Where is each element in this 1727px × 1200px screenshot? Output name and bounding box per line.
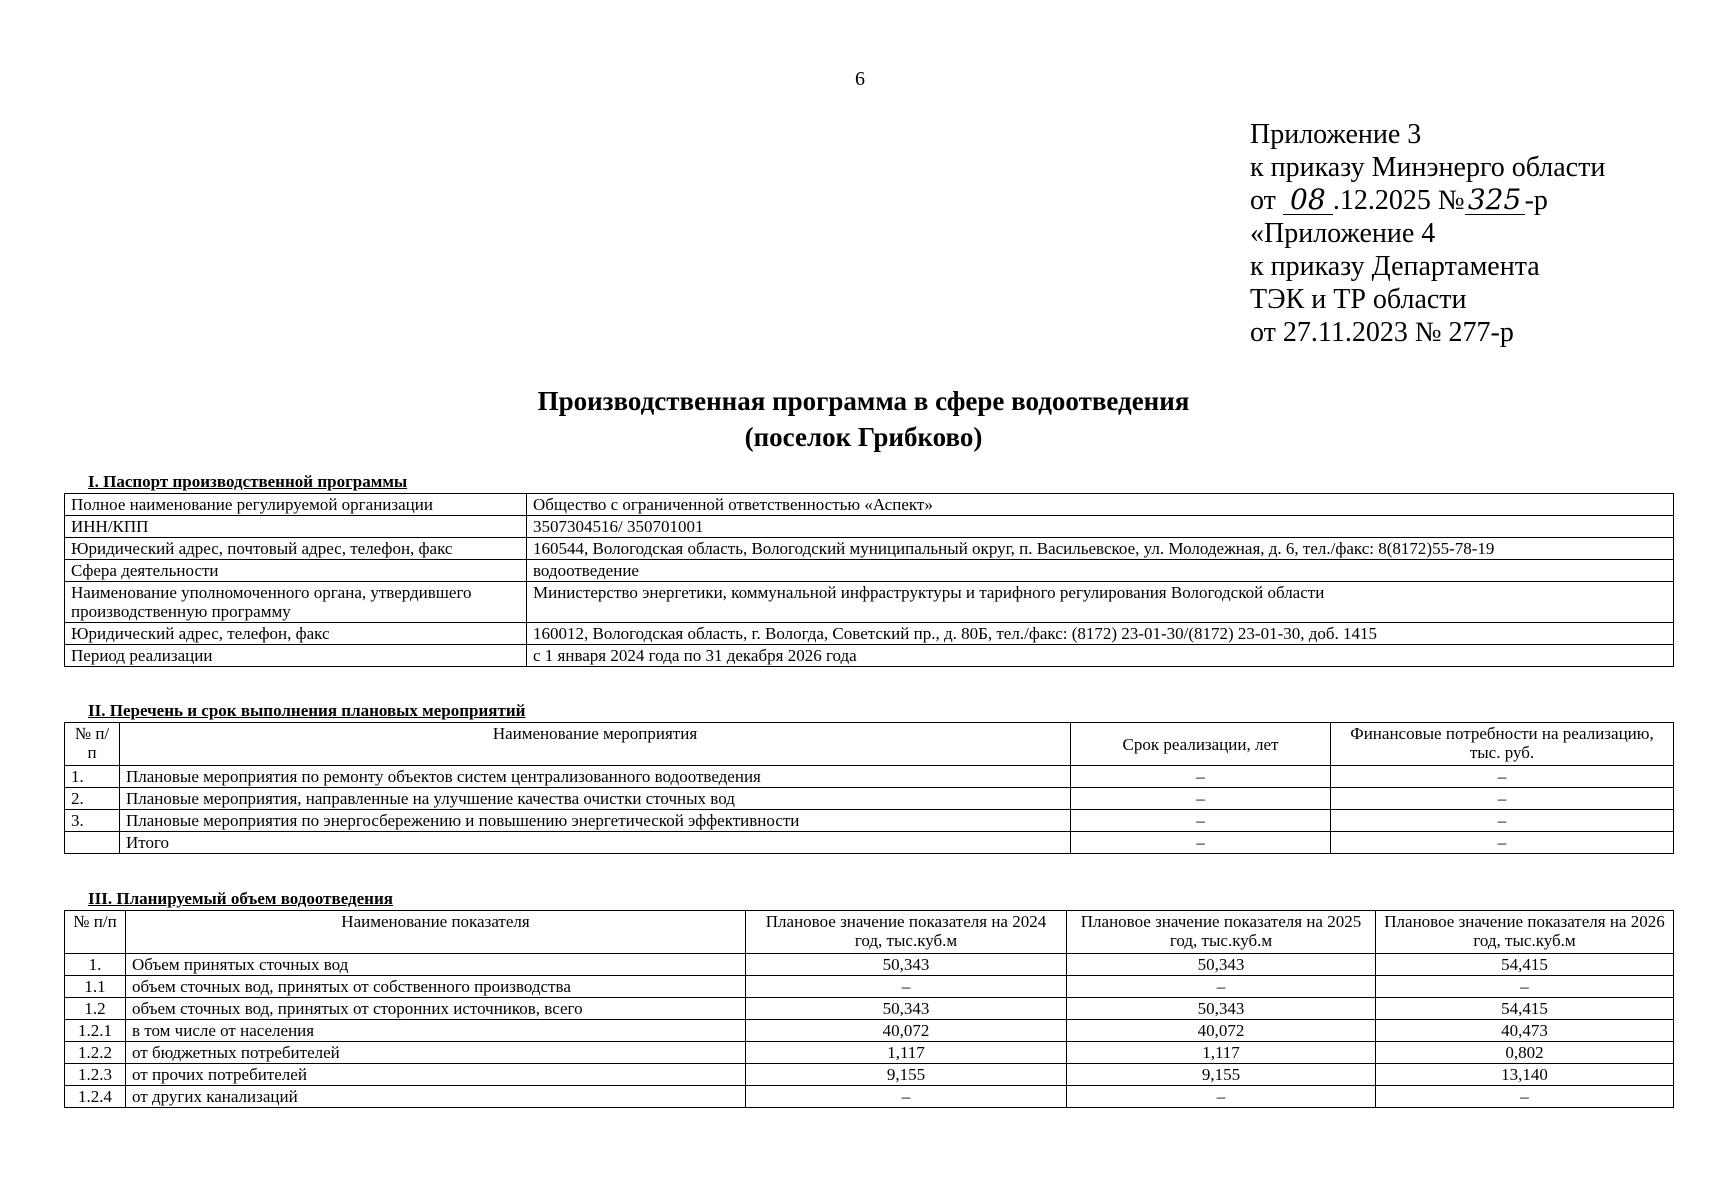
value-2026: – <box>1376 1086 1674 1108</box>
table-row <box>65 976 1674 998</box>
table-row <box>65 1086 1674 1108</box>
passport-label: Юридический адрес, почтовый адрес, телефон, факс <box>65 538 527 560</box>
date-rest: .12.2025 № <box>1332 185 1465 216</box>
table-row <box>65 645 1674 667</box>
measure-name: Плановые мероприятия, направленные на улучшение качества очистки сточных вод <box>120 788 1071 810</box>
value-2026: 54,415 <box>1376 998 1674 1020</box>
appendix-block <box>1250 118 1605 349</box>
passport-value: водоотведение <box>527 560 1674 582</box>
measure-finance: – <box>1331 788 1674 810</box>
value-2024: – <box>746 976 1067 998</box>
row-number: 2. <box>65 788 120 810</box>
appendix-date-line <box>1250 184 1605 217</box>
table-row <box>65 1020 1674 1042</box>
measure-name: Плановые мероприятия по ремонту объектов систем централизованного водоотведения <box>120 766 1071 788</box>
passport-value: 160012, Вологодская область, г. Вологда, Советский пр., д. 80Б, тел./факс: (8172) 23-01-30/(8172) 23-01-30, доб. 1415 <box>527 623 1674 645</box>
indicator-name: от бюджетных потребителей <box>126 1042 746 1064</box>
row-number: 1.2.3 <box>65 1064 126 1086</box>
passport-value: с 1 января 2024 года по 31 декабря 2026 года <box>527 645 1674 667</box>
appendix-line: к приказу Департамента <box>1250 251 1540 282</box>
value-2024: 50,343 <box>746 954 1067 976</box>
title-line: Производственная программа в сфере водоотведения <box>537 386 1190 416</box>
row-number <box>65 832 120 854</box>
passport-label: Период реализации <box>65 645 527 667</box>
indicator-name: Объем принятых сточных вод <box>126 954 746 976</box>
date-prefix: от <box>1250 185 1276 216</box>
header-num: № п/п <box>65 723 120 766</box>
table-row <box>65 516 1674 538</box>
table-row <box>65 538 1674 560</box>
row-number: 1.2.2 <box>65 1042 126 1064</box>
title-subline: (поселок Грибково) <box>744 422 983 452</box>
value-2026: 13,140 <box>1376 1064 1674 1086</box>
passport-label: ИНН/КПП <box>65 516 527 538</box>
measure-name: Плановые мероприятия по энергосбережению и повышению энергетической эффективности <box>120 810 1071 832</box>
measure-name: Итого <box>120 832 1071 854</box>
order-suffix: -р <box>1524 185 1548 216</box>
section-heading-measures: II. Перечень и срок выполнения плановых мероприятий <box>88 701 526 720</box>
measure-finance: – <box>1331 832 1674 854</box>
table-row <box>65 766 1674 788</box>
row-number: 1.2.1 <box>65 1020 126 1042</box>
value-2025: 50,343 <box>1067 954 1376 976</box>
passport-label: Полное наименование регулируемой организации <box>65 494 527 516</box>
indicator-name: объем сточных вод, принятых от собственного производства <box>126 976 746 998</box>
value-2025: 40,072 <box>1067 1020 1376 1042</box>
header-2026: Плановое значение показателя на 2026 год, тыс.куб.м <box>1376 911 1674 954</box>
header-finance: Финансовые потребности на реализацию, тыс. руб. <box>1331 723 1674 766</box>
section-heading-volume: III. Планируемый объем водоотведения <box>88 889 393 908</box>
header-2025: Плановое значение показателя на 2025 год, тыс.куб.м <box>1067 911 1376 954</box>
appendix-line: «Приложение 4 <box>1250 218 1436 249</box>
header-indicator-name: Наименование показателя <box>126 911 746 954</box>
indicator-name: от прочих потребителей <box>126 1064 746 1086</box>
passport-label: Юридический адрес, телефон, факс <box>65 623 527 645</box>
table-row <box>65 582 1674 623</box>
value-2025: – <box>1067 1086 1376 1108</box>
page-number: 6 <box>855 68 865 90</box>
passport-label: Наименование уполномоченного органа, утвердившего производственную программу <box>65 582 527 623</box>
header-measure-name: Наименование мероприятия <box>120 723 1071 766</box>
passport-value: 160544, Вологодская область, Вологодский муниципальный округ, п. Васильевское, ул. Молодежная, д. 6, тел./факс: 8(8172)55-78-19 <box>527 538 1674 560</box>
measure-term: – <box>1071 766 1331 788</box>
document-title <box>0 383 1727 455</box>
section-heading-passport: I. Паспорт производственной программы <box>88 472 408 491</box>
table-row <box>65 1064 1674 1086</box>
value-2024: 40,072 <box>746 1020 1067 1042</box>
value-2025: 50,343 <box>1067 998 1376 1020</box>
appendix-line: от 27.11.2023 № 277-р <box>1250 317 1514 348</box>
table-row <box>65 998 1674 1020</box>
measure-finance: – <box>1331 766 1674 788</box>
indicator-name: объем сточных вод, принятых от сторонних источников, всего <box>126 998 746 1020</box>
passport-table <box>64 493 1674 667</box>
value-2024: – <box>746 1086 1067 1108</box>
handwritten-day: 08 <box>1283 186 1333 215</box>
header-2024: Плановое значение показателя на 2024 год, тыс.куб.м <box>746 911 1067 954</box>
value-2025: 1,117 <box>1067 1042 1376 1064</box>
value-2024: 1,117 <box>746 1042 1067 1064</box>
value-2026: 54,415 <box>1376 954 1674 976</box>
value-2025: – <box>1067 976 1376 998</box>
measure-term: – <box>1071 788 1331 810</box>
value-2025: 9,155 <box>1067 1064 1376 1086</box>
table-row <box>65 810 1674 832</box>
value-2026: 0,802 <box>1376 1042 1674 1064</box>
table-row <box>65 832 1674 854</box>
appendix-line: к приказу Минэнерго области <box>1250 152 1606 183</box>
table-row <box>65 1042 1674 1064</box>
row-number: 1.2.4 <box>65 1086 126 1108</box>
passport-label: Сфера деятельности <box>65 560 527 582</box>
passport-value: 3507304516/ 350701001 <box>527 516 1674 538</box>
table-row <box>65 560 1674 582</box>
row-number: 1. <box>65 954 126 976</box>
row-number: 1.2 <box>65 998 126 1020</box>
row-number: 1.1 <box>65 976 126 998</box>
row-number: 3. <box>65 810 120 832</box>
table-row <box>65 494 1674 516</box>
table-row <box>65 623 1674 645</box>
passport-value: Министерство энергетики, коммунальной инфраструктуры и тарифного регулирования Вологодской области <box>527 582 1674 623</box>
indicator-name: в том числе от населения <box>126 1020 746 1042</box>
header-term: Срок реализации, лет <box>1071 723 1331 766</box>
indicator-name: от других канализаций <box>126 1086 746 1108</box>
value-2026: 40,473 <box>1376 1020 1674 1042</box>
header-num: № п/п <box>65 911 126 954</box>
measures-table <box>64 722 1674 854</box>
passport-value: Общество с ограниченной ответственностью «Аспект» <box>527 494 1674 516</box>
handwritten-order-number: 325 <box>1465 186 1525 215</box>
appendix-line: ТЭК и ТР области <box>1250 284 1467 315</box>
table-row <box>65 954 1674 976</box>
volume-table <box>64 910 1674 1108</box>
measure-term: – <box>1071 810 1331 832</box>
measure-finance: – <box>1331 810 1674 832</box>
value-2026: – <box>1376 976 1674 998</box>
appendix-line: Приложение 3 <box>1250 119 1422 150</box>
measure-term: – <box>1071 832 1331 854</box>
table-row <box>65 788 1674 810</box>
value-2024: 9,155 <box>746 1064 1067 1086</box>
value-2024: 50,343 <box>746 998 1067 1020</box>
row-number: 1. <box>65 766 120 788</box>
